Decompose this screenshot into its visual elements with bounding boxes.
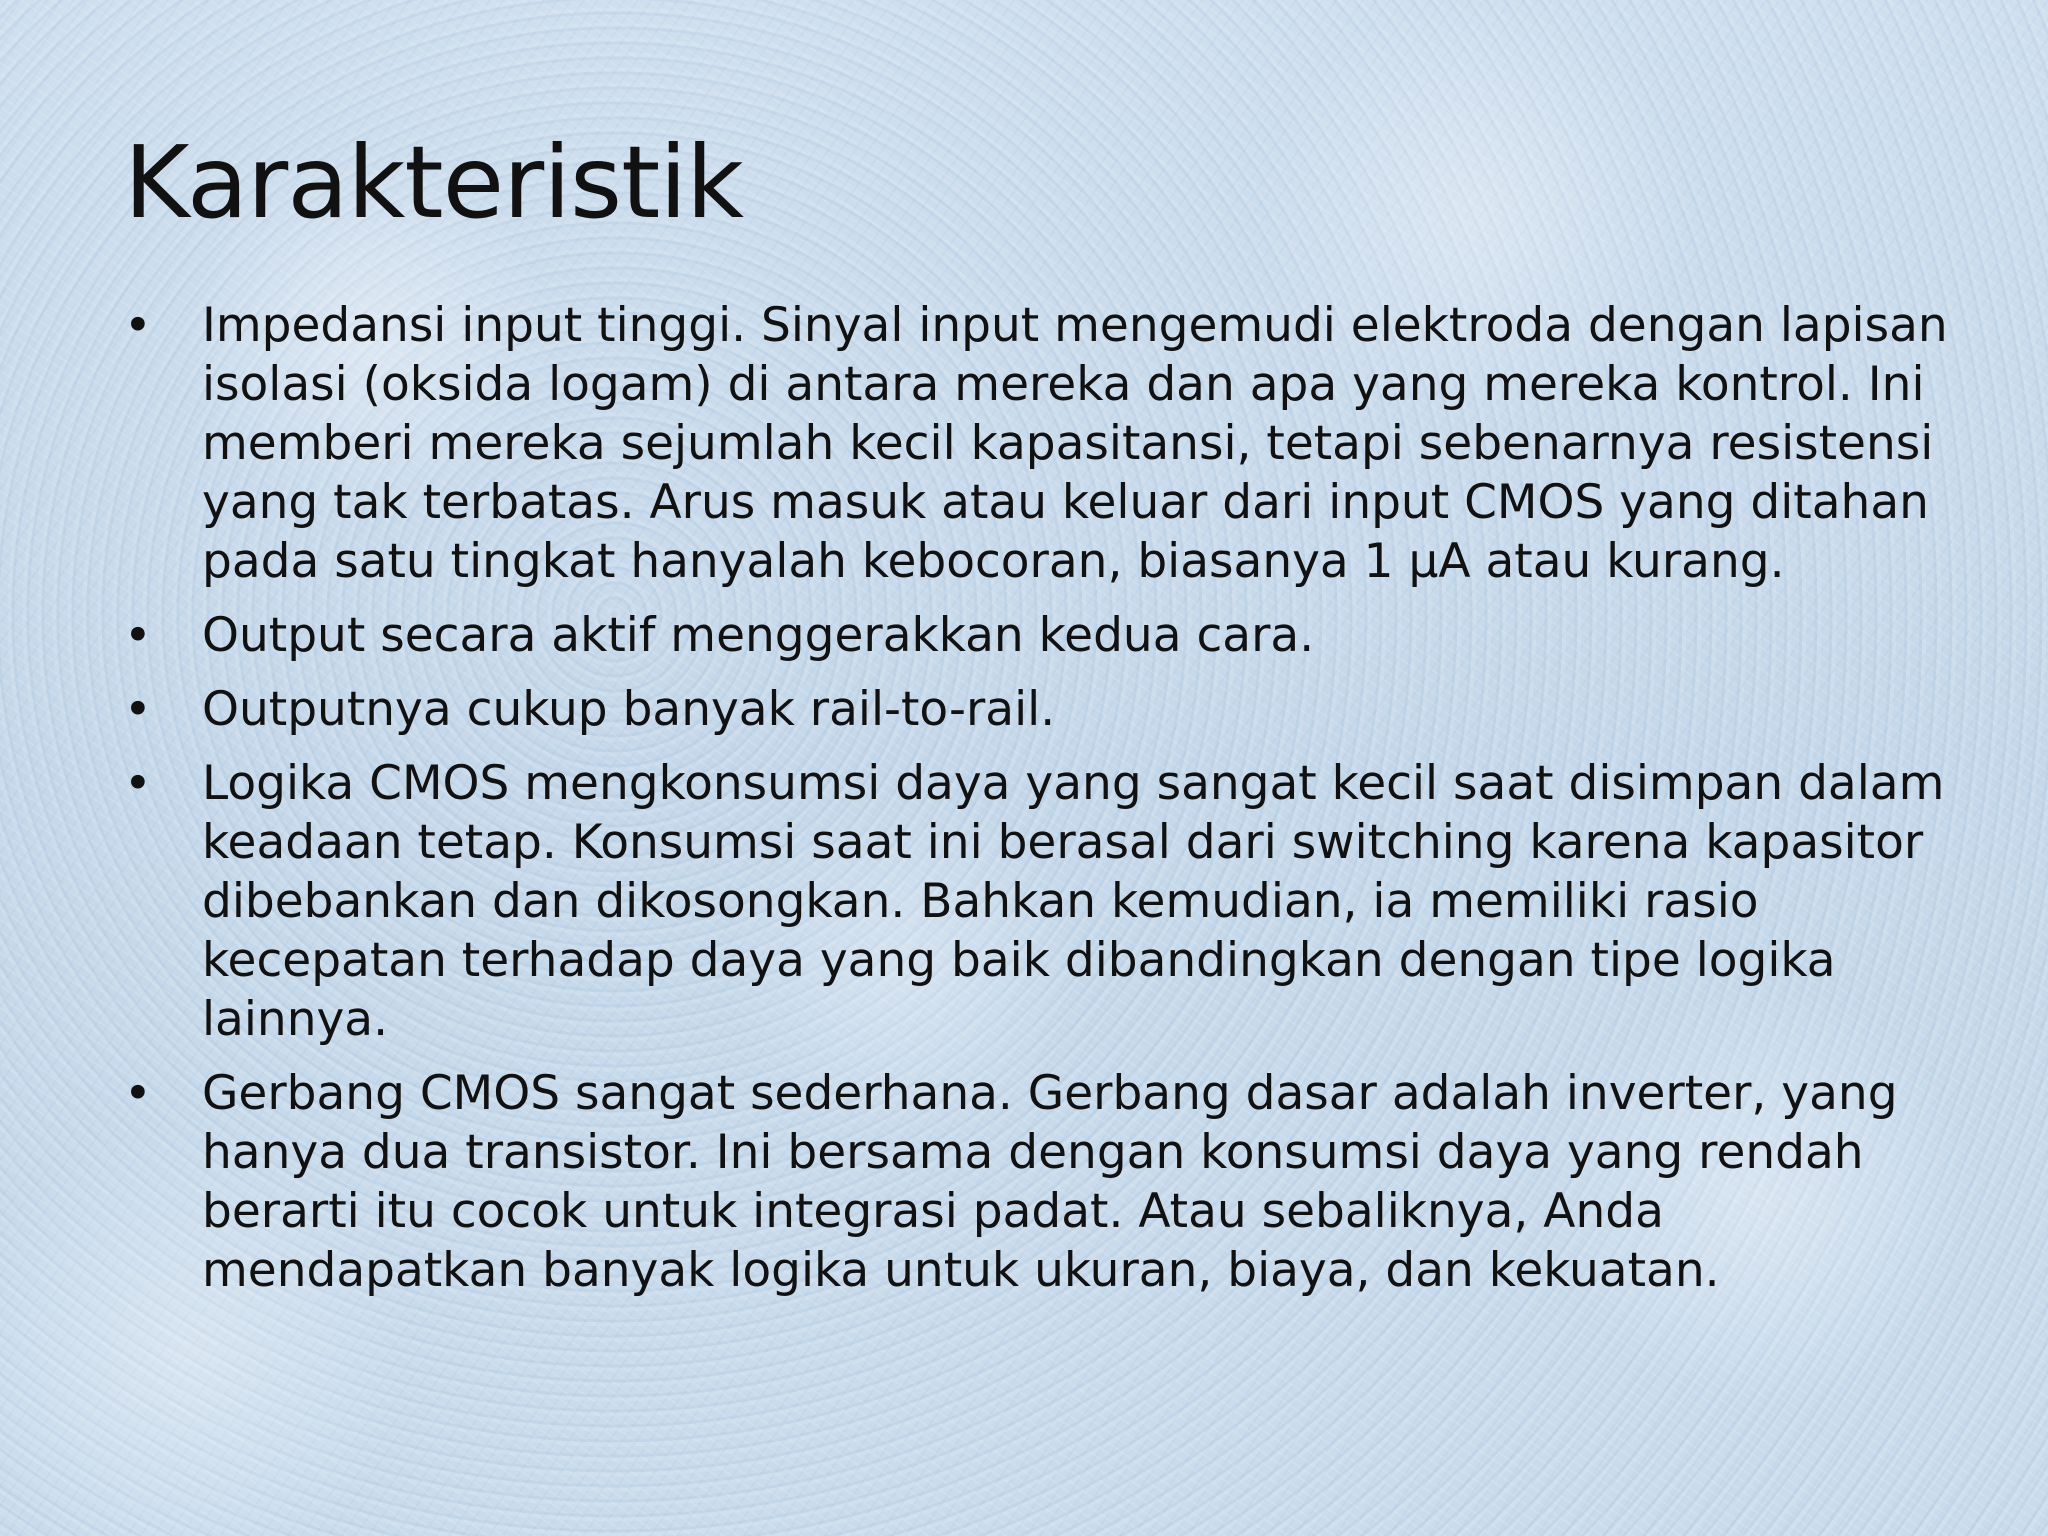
bullet-list bbox=[124, 296, 1954, 1315]
bullet-icon: • bbox=[124, 298, 152, 353]
bullet-item-2 bbox=[124, 606, 1954, 665]
bullet-icon: • bbox=[124, 1066, 152, 1121]
bullet-icon: • bbox=[124, 608, 152, 663]
bullet-text-4: Logika CMOS mengkonsumsi daya yang sangat kecil saat disimpan dalam keadaan tetap. Konsumsi saat ini berasal dari switching karena kapasitor dibebankan dan dikosongkan. Bahkan kemudian, ia memiliki rasio kecepatan terhadap daya yang baik dibandingkan dengan tipe logika lainnya. bbox=[202, 756, 1945, 1047]
bullet-text-2: Output secara aktif menggerakkan kedua cara. bbox=[202, 608, 1315, 663]
bullet-text-3: Outputnya cukup banyak rail-to-rail. bbox=[202, 682, 1056, 737]
bullet-text-1: Impedansi input tinggi. Sinyal input mengemudi elektroda dengan lapisan isolasi (oksida logam) di antara mereka dan apa yang mereka kontrol. Ini memberi mereka sejumlah kecil kapasitansi, tetapi sebenarnya resistensi yang tak terbatas. Arus masuk atau keluar dari input CMOS yang ditahan pada satu tingkat hanyalah kebocoran, biasanya 1 μA atau kurang. bbox=[202, 298, 1948, 589]
bullet-item-5 bbox=[124, 1064, 1954, 1300]
bullet-icon: • bbox=[124, 756, 152, 811]
slide-title: Karakteristik bbox=[124, 124, 744, 241]
bullet-item-3 bbox=[124, 680, 1954, 739]
bullet-icon: • bbox=[124, 682, 152, 737]
bullet-item-4 bbox=[124, 754, 1954, 1049]
bullet-item-1 bbox=[124, 296, 1954, 591]
bullet-text-5: Gerbang CMOS sangat sederhana. Gerbang dasar adalah inverter, yang hanya dua transistor. Ini bersama dengan konsumsi daya yang rendah berarti itu cocok untuk integrasi padat. Atau sebaliknya, Anda mendapatkan banyak logika untuk ukuran, biaya, dan kekuatan. bbox=[202, 1066, 1898, 1298]
